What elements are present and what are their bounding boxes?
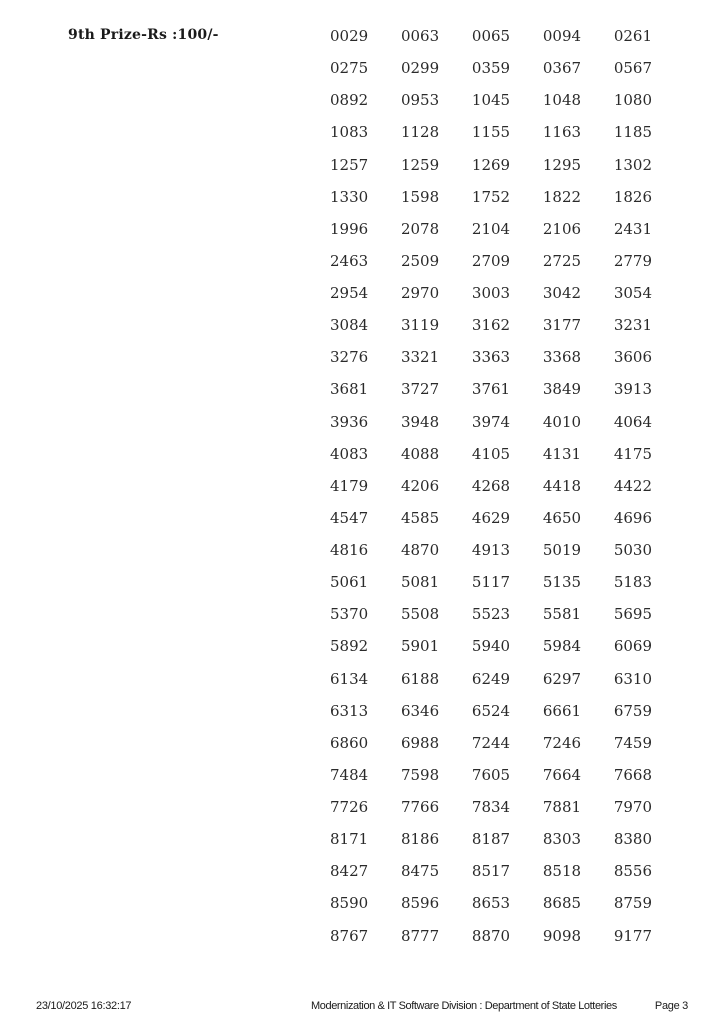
prize-number: 8303	[542, 830, 582, 849]
prize-number: 0261	[613, 27, 652, 46]
prize-number: 2779	[613, 251, 652, 270]
prize-number: 4585	[400, 508, 440, 527]
prize-number: 8759	[613, 894, 652, 913]
prize-number-row	[330, 406, 652, 438]
prize-number: 3948	[400, 412, 440, 431]
prize-number: 4206	[400, 476, 440, 495]
prize-number-row	[330, 438, 652, 470]
page-footer	[0, 1000, 724, 1014]
prize-number: 8186	[400, 830, 440, 849]
prize-number-row	[330, 759, 652, 791]
prize-number: 3936	[330, 412, 369, 431]
prize-number-row	[330, 373, 652, 405]
prize-number: 3363	[471, 348, 511, 367]
prize-number: 8556	[613, 862, 652, 881]
prize-number-row	[330, 52, 652, 84]
prize-number: 6313	[330, 701, 369, 720]
prize-number: 4418	[542, 476, 582, 495]
prize-number: 4179	[330, 476, 369, 495]
prize-number: 3727	[400, 380, 440, 399]
prize-number: 5523	[471, 605, 511, 624]
prize-number: 8685	[542, 894, 582, 913]
prize-number: 6310	[613, 669, 652, 688]
prize-number-row	[330, 887, 652, 919]
prize-number: 8187	[471, 830, 511, 849]
prize-number: 0953	[400, 91, 440, 110]
prize-number: 1302	[613, 155, 652, 174]
prize-number: 5695	[613, 605, 652, 624]
prize-number: 2509	[400, 251, 440, 270]
prize-number-row	[330, 181, 652, 213]
prize-number: 2725	[542, 251, 582, 270]
prize-number: 1598	[400, 187, 440, 206]
prize-number: 1045	[471, 91, 511, 110]
prize-number: 2970	[400, 284, 440, 303]
prize-number: 4175	[613, 444, 652, 463]
prize-number: 3177	[542, 316, 582, 335]
prize-number: 0029	[330, 27, 369, 46]
prize-number: 5984	[542, 637, 582, 656]
prize-number: 8870	[471, 926, 511, 945]
prize-number-row	[330, 341, 652, 373]
prize-number-row	[330, 598, 652, 630]
prize-number-row	[330, 663, 652, 695]
prize-number: 3368	[542, 348, 582, 367]
prize-number: 1295	[542, 155, 582, 174]
prize-number-row	[330, 84, 652, 116]
prize-number: 3681	[330, 380, 369, 399]
prize-number: 8653	[471, 894, 511, 913]
prize-number: 0094	[542, 27, 582, 46]
prize-number: 8767	[330, 926, 369, 945]
prize-number: 5901	[400, 637, 440, 656]
prize-number: 4088	[400, 444, 440, 463]
prize-tier-heading: 9th Prize-Rs :100/-	[68, 27, 219, 43]
prize-number: 6860	[330, 733, 369, 752]
prize-number-row	[330, 727, 652, 759]
prize-number: 3162	[471, 316, 511, 335]
prize-number-row	[330, 245, 652, 277]
prize-number: 3321	[400, 348, 440, 367]
prize-number: 5940	[471, 637, 511, 656]
prize-number: 1155	[471, 123, 511, 142]
prize-number: 3276	[330, 348, 369, 367]
prize-number-row	[330, 855, 652, 887]
prize-number: 7668	[613, 765, 652, 784]
prize-number: 4131	[542, 444, 582, 463]
prize-number-row	[330, 309, 652, 341]
prize-number: 3606	[613, 348, 652, 367]
prize-number: 3042	[542, 284, 582, 303]
prize-number-row	[330, 566, 652, 598]
prize-number: 1822	[542, 187, 582, 206]
prize-number: 9098	[542, 926, 582, 945]
prize-number: 7726	[330, 798, 369, 817]
prize-number: 6069	[613, 637, 652, 656]
prize-number: 0567	[613, 59, 652, 78]
prize-number: 4696	[613, 508, 652, 527]
prize-number: 8590	[330, 894, 369, 913]
prize-number: 6661	[542, 701, 582, 720]
prize-number: 6988	[400, 733, 440, 752]
prize-number: 4816	[330, 541, 369, 560]
prize-number-row	[330, 791, 652, 823]
prize-number: 6524	[471, 701, 511, 720]
prize-number-grid	[330, 20, 652, 952]
prize-number: 5019	[542, 541, 582, 560]
prize-number: 4105	[471, 444, 511, 463]
prize-number: 3054	[613, 284, 652, 303]
prize-number: 6188	[400, 669, 440, 688]
prize-number: 2104	[471, 219, 511, 238]
prize-number: 1185	[613, 123, 652, 142]
prize-number: 1752	[471, 187, 511, 206]
prize-number: 7664	[542, 765, 582, 784]
prize-number: 5183	[613, 573, 652, 592]
prize-number-row	[330, 502, 652, 534]
prize-number: 4870	[400, 541, 440, 560]
prize-number: 6759	[613, 701, 652, 720]
prize-number: 8380	[613, 830, 652, 849]
prize-number: 0063	[400, 27, 440, 46]
prize-number: 0299	[400, 59, 440, 78]
prize-number: 6134	[330, 669, 369, 688]
prize-number: 4913	[471, 541, 511, 560]
prize-number: 2709	[471, 251, 511, 270]
prize-number: 4650	[542, 508, 582, 527]
prize-number: 0359	[471, 59, 511, 78]
prize-number-row	[330, 277, 652, 309]
prize-number: 8427	[330, 862, 369, 881]
prize-number: 1080	[613, 91, 652, 110]
prize-number-row	[330, 823, 652, 855]
prize-number: 7766	[400, 798, 440, 817]
prize-number: 1996	[330, 219, 369, 238]
prize-number: 1257	[330, 155, 369, 174]
prize-number: 7598	[400, 765, 440, 784]
prize-number: 2954	[330, 284, 369, 303]
prize-number: 1330	[330, 187, 369, 206]
prize-number: 8475	[400, 862, 440, 881]
prize-number: 1048	[542, 91, 582, 110]
prize-number: 2078	[400, 219, 440, 238]
prize-number: 8518	[542, 862, 582, 881]
prize-number: 5061	[330, 573, 369, 592]
prize-number-row	[330, 20, 652, 52]
prize-number: 5081	[400, 573, 440, 592]
prize-number: 5117	[471, 573, 511, 592]
prize-number: 8517	[471, 862, 511, 881]
footer-datetime: 23/10/2025 16:32:17	[36, 1000, 132, 1012]
prize-number: 0367	[542, 59, 582, 78]
prize-number: 9177	[613, 926, 652, 945]
prize-number: 5892	[330, 637, 369, 656]
prize-number: 1259	[400, 155, 440, 174]
prize-number: 6297	[542, 669, 582, 688]
prize-number: 7459	[613, 733, 652, 752]
prize-number: 3003	[471, 284, 511, 303]
prize-number: 4010	[542, 412, 582, 431]
prize-number: 5370	[330, 605, 369, 624]
prize-number: 8596	[400, 894, 440, 913]
prize-number: 2463	[330, 251, 369, 270]
prize-number-row	[330, 695, 652, 727]
prize-number: 5581	[542, 605, 582, 624]
prize-number: 7970	[613, 798, 652, 817]
prize-number: 2431	[613, 219, 652, 238]
prize-number: 1083	[330, 123, 369, 142]
prize-number: 5135	[542, 573, 582, 592]
prize-number: 1163	[542, 123, 582, 142]
prize-number: 3084	[330, 316, 369, 335]
prize-number-row	[330, 149, 652, 181]
prize-number: 3119	[400, 316, 440, 335]
prize-number: 4629	[471, 508, 511, 527]
prize-number-row	[330, 213, 652, 245]
prize-number: 7246	[542, 733, 582, 752]
prize-number: 5030	[613, 541, 652, 560]
prize-number: 3231	[613, 316, 652, 335]
prize-number: 8777	[400, 926, 440, 945]
prize-number: 4422	[613, 476, 652, 495]
prize-number-row	[330, 534, 652, 566]
prize-number: 4547	[330, 508, 369, 527]
prize-number: 3974	[471, 412, 511, 431]
prize-number: 2106	[542, 219, 582, 238]
prize-number: 3913	[613, 380, 652, 399]
prize-number-row	[330, 630, 652, 662]
prize-number: 0065	[471, 27, 511, 46]
prize-number: 3761	[471, 380, 511, 399]
prize-number: 7881	[542, 798, 582, 817]
prize-number: 4064	[613, 412, 652, 431]
footer-page-number: Page 3	[654, 1000, 688, 1012]
prize-number: 1826	[613, 187, 652, 206]
prize-number: 1128	[400, 123, 440, 142]
prize-number: 6346	[400, 701, 440, 720]
prize-number: 0892	[330, 91, 369, 110]
prize-number-row	[330, 116, 652, 148]
prize-number: 7244	[471, 733, 511, 752]
prize-number: 8171	[330, 830, 369, 849]
footer-division-title: Modernization & IT Software Division : Department of State Lotteries	[311, 1000, 617, 1012]
prize-number: 7834	[471, 798, 511, 817]
prize-number-row	[330, 470, 652, 502]
prize-number: 7605	[471, 765, 511, 784]
prize-number: 3849	[542, 380, 582, 399]
prize-number: 4268	[471, 476, 511, 495]
prize-number: 4083	[330, 444, 369, 463]
prize-number-row	[330, 920, 652, 952]
prize-number: 1269	[471, 155, 511, 174]
prize-number: 0275	[330, 59, 369, 78]
prize-number: 7484	[330, 765, 369, 784]
prize-number: 6249	[471, 669, 511, 688]
prize-number: 5508	[400, 605, 440, 624]
